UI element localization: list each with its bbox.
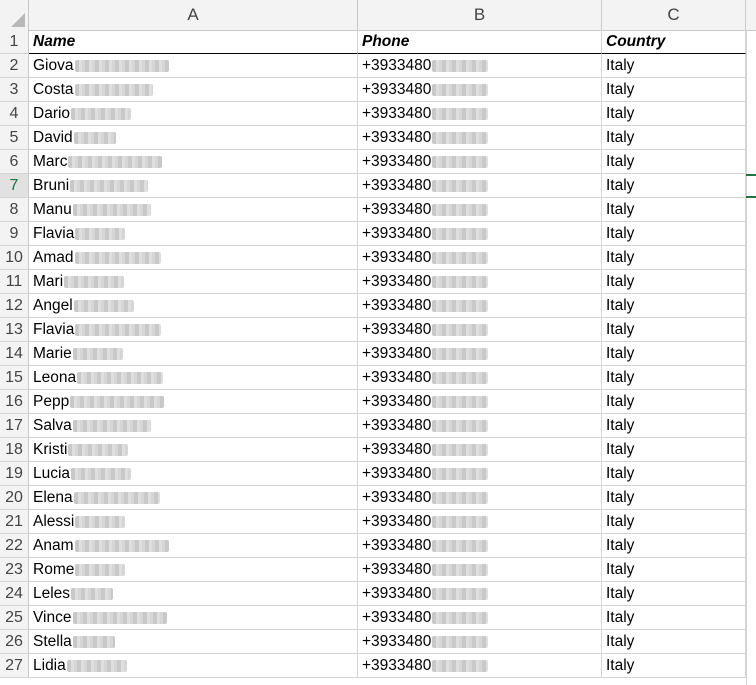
redacted-text — [432, 60, 488, 72]
column-header-a[interactable]: A — [29, 0, 358, 30]
name-cell[interactable] — [29, 150, 358, 174]
row-header[interactable]: 2 — [0, 54, 29, 78]
name-cell[interactable] — [29, 54, 358, 78]
phone-cell[interactable] — [358, 414, 602, 438]
column-header-bar — [0, 0, 756, 31]
redacted-text — [73, 420, 151, 432]
name-cell[interactable] — [29, 174, 358, 198]
redacted-text — [432, 300, 488, 312]
redacted-text — [432, 420, 488, 432]
country-cell[interactable]: Italy — [602, 438, 746, 462]
name-cell[interactable] — [29, 558, 358, 582]
redacted-text — [70, 180, 148, 192]
country-cell[interactable]: Italy — [602, 486, 746, 510]
phone-cell[interactable] — [358, 174, 602, 198]
table-row — [0, 126, 756, 150]
grid-rows — [0, 30, 756, 678]
phone-text: +3933480 — [362, 513, 432, 530]
redacted-text — [432, 660, 488, 672]
redacted-text — [432, 204, 488, 216]
row-header[interactable]: 25 — [0, 606, 29, 630]
row-header[interactable]: 8 — [0, 198, 29, 222]
redacted-text — [432, 492, 488, 504]
phone-text: +3933480 — [362, 633, 432, 650]
phone-cell[interactable] — [358, 198, 602, 222]
row-header[interactable]: 17 — [0, 414, 29, 438]
phone-text: +3933480 — [362, 657, 432, 674]
phone-cell[interactable] — [358, 438, 602, 462]
table-row — [0, 222, 756, 246]
phone-text: +3933480 — [362, 561, 432, 578]
country-cell[interactable]: Italy — [602, 534, 746, 558]
country-cell[interactable]: Italy — [602, 318, 746, 342]
redacted-text — [71, 468, 131, 480]
country-cell[interactable]: Italy — [602, 342, 746, 366]
table-row — [0, 558, 756, 582]
column-d-edge — [746, 30, 756, 685]
redacted-text — [68, 444, 128, 456]
redacted-text — [77, 372, 163, 384]
phone-cell[interactable] — [358, 534, 602, 558]
name-cell[interactable] — [29, 654, 358, 678]
phone-cell[interactable] — [358, 486, 602, 510]
redacted-text — [73, 636, 115, 648]
row-header[interactable]: 20 — [0, 486, 29, 510]
table-row — [0, 654, 756, 678]
redacted-text — [75, 516, 125, 528]
country-cell[interactable]: Italy — [602, 510, 746, 534]
phone-text: +3933480 — [362, 441, 432, 458]
row-header[interactable]: 14 — [0, 342, 29, 366]
row-header[interactable]: 23 — [0, 558, 29, 582]
table-row — [0, 630, 756, 654]
redacted-text — [68, 156, 162, 168]
row-header[interactable]: 24 — [0, 582, 29, 606]
name-cell[interactable] — [29, 294, 358, 318]
redacted-text — [64, 276, 124, 288]
row-header[interactable]: 6 — [0, 150, 29, 174]
country-cell[interactable]: Italy — [602, 126, 746, 150]
country-cell[interactable]: Italy — [602, 606, 746, 630]
table-header-row — [0, 30, 756, 54]
phone-cell[interactable] — [358, 654, 602, 678]
name-cell[interactable] — [29, 510, 358, 534]
redacted-text — [432, 636, 488, 648]
redacted-text — [432, 444, 488, 456]
table-row — [0, 414, 756, 438]
name-text: Alessi — [33, 513, 75, 530]
redacted-text — [432, 276, 488, 288]
name-text: Angel — [33, 297, 73, 314]
redacted-text — [75, 84, 153, 96]
select-all-button[interactable] — [0, 0, 29, 30]
name-text: Pepp — [33, 393, 70, 410]
redacted-text — [432, 132, 488, 144]
name-cell[interactable] — [29, 462, 358, 486]
phone-text: +3933480 — [362, 57, 432, 74]
phone-cell[interactable] — [358, 630, 602, 654]
name-text: Salva — [33, 417, 72, 434]
name-cell[interactable] — [29, 102, 358, 126]
row-header[interactable]: 7 — [0, 174, 29, 198]
phone-text: +3933480 — [362, 273, 432, 290]
row-header[interactable]: 26 — [0, 630, 29, 654]
row-header[interactable]: 5 — [0, 126, 29, 150]
phone-text: +3933480 — [362, 393, 432, 410]
row-header[interactable]: 1 — [0, 30, 29, 54]
name-text: Elena — [33, 489, 73, 506]
redacted-text — [71, 108, 131, 120]
redacted-text — [67, 660, 127, 672]
row-header[interactable]: 16 — [0, 390, 29, 414]
phone-text: +3933480 — [362, 321, 432, 338]
table-row — [0, 174, 756, 198]
row-header[interactable]: 4 — [0, 102, 29, 126]
name-text: Marie — [33, 345, 72, 362]
name-text: Giova — [33, 57, 74, 74]
phone-cell[interactable] — [358, 390, 602, 414]
country-cell[interactable]: Italy — [602, 630, 746, 654]
redacted-text — [75, 540, 169, 552]
row-header[interactable]: 3 — [0, 78, 29, 102]
country-cell[interactable]: Italy — [602, 102, 746, 126]
name-text: David — [33, 129, 73, 146]
phone-cell[interactable] — [358, 366, 602, 390]
redacted-text — [432, 348, 488, 360]
name-cell[interactable] — [29, 78, 358, 102]
name-text: Manu — [33, 201, 72, 218]
name-text: Costa — [33, 81, 74, 98]
name-cell[interactable] — [29, 486, 358, 510]
row-header[interactable]: 10 — [0, 246, 29, 270]
country-cell[interactable]: Italy — [602, 150, 746, 174]
redacted-text — [432, 180, 488, 192]
row-header[interactable]: 9 — [0, 222, 29, 246]
phone-text: +3933480 — [362, 249, 432, 266]
country-cell[interactable]: Italy — [602, 54, 746, 78]
name-text: Bruni — [33, 177, 70, 194]
redacted-text — [432, 540, 488, 552]
phone-cell[interactable] — [358, 222, 602, 246]
redacted-text — [432, 84, 488, 96]
name-cell[interactable] — [29, 126, 358, 150]
table-row — [0, 606, 756, 630]
phone-cell[interactable] — [358, 270, 602, 294]
row-header[interactable]: 22 — [0, 534, 29, 558]
name-text: Flavia — [33, 321, 75, 338]
table-row — [0, 54, 756, 78]
name-text: Leles — [33, 585, 71, 602]
column-header-c[interactable]: C — [602, 0, 746, 30]
name-text: Lucia — [33, 465, 71, 482]
redacted-text — [432, 108, 488, 120]
phone-cell[interactable] — [358, 246, 602, 270]
phone-text: +3933480 — [362, 369, 432, 386]
table-row — [0, 582, 756, 606]
phone-cell[interactable] — [358, 54, 602, 78]
country-cell[interactable]: Italy — [602, 78, 746, 102]
redacted-text — [74, 132, 116, 144]
name-text: Marc — [33, 153, 68, 170]
table-row — [0, 486, 756, 510]
name-cell[interactable] — [29, 270, 358, 294]
name-cell[interactable] — [29, 534, 358, 558]
redacted-text — [432, 252, 488, 264]
redacted-text — [74, 492, 160, 504]
phone-cell[interactable] — [358, 462, 602, 486]
redacted-text — [432, 156, 488, 168]
row-header[interactable]: 12 — [0, 294, 29, 318]
table-row — [0, 342, 756, 366]
redacted-text — [75, 564, 125, 576]
name-text: Flavia — [33, 225, 75, 242]
row-header[interactable]: 18 — [0, 438, 29, 462]
table-row — [0, 102, 756, 126]
phone-cell[interactable] — [358, 582, 602, 606]
name-cell[interactable] — [29, 366, 358, 390]
name-text: Amad — [33, 249, 74, 266]
redacted-text — [70, 396, 164, 408]
name-cell[interactable] — [29, 318, 358, 342]
country-cell[interactable]: Italy — [602, 294, 746, 318]
country-cell[interactable]: Italy — [602, 174, 746, 198]
redacted-text — [75, 60, 169, 72]
header-cell-country[interactable]: Country — [602, 30, 746, 54]
redacted-text — [432, 372, 488, 384]
country-cell[interactable]: Italy — [602, 582, 746, 606]
table-row — [0, 534, 756, 558]
column-header-b[interactable]: B — [358, 0, 602, 30]
redacted-text — [73, 612, 167, 624]
row-header[interactable]: 19 — [0, 462, 29, 486]
table-row — [0, 270, 756, 294]
phone-cell[interactable] — [358, 150, 602, 174]
table-row — [0, 318, 756, 342]
redacted-text — [74, 300, 134, 312]
header-cell-phone[interactable]: Phone — [358, 30, 602, 54]
phone-text: +3933480 — [362, 129, 432, 146]
table-row — [0, 510, 756, 534]
phone-text: +3933480 — [362, 225, 432, 242]
name-text: Anam — [33, 537, 74, 554]
country-cell[interactable]: Italy — [602, 558, 746, 582]
row-header[interactable]: 27 — [0, 654, 29, 678]
name-text: Leona — [33, 369, 77, 386]
phone-text: +3933480 — [362, 297, 432, 314]
name-text: Stella — [33, 633, 72, 650]
table-row — [0, 366, 756, 390]
name-cell[interactable] — [29, 438, 358, 462]
active-cell-indicator — [746, 174, 756, 198]
phone-text: +3933480 — [362, 345, 432, 362]
phone-text: +3933480 — [362, 81, 432, 98]
redacted-text — [432, 564, 488, 576]
redacted-text — [432, 588, 488, 600]
table-row — [0, 246, 756, 270]
phone-cell[interactable] — [358, 294, 602, 318]
table-row — [0, 390, 756, 414]
table-row — [0, 294, 756, 318]
name-text: Vince — [33, 609, 72, 626]
name-cell[interactable] — [29, 342, 358, 366]
phone-text: +3933480 — [362, 537, 432, 554]
phone-cell[interactable] — [358, 558, 602, 582]
name-text: Mari — [33, 273, 64, 290]
phone-text: +3933480 — [362, 201, 432, 218]
phone-text: +3933480 — [362, 585, 432, 602]
phone-text: +3933480 — [362, 489, 432, 506]
table-row — [0, 150, 756, 174]
redacted-text — [73, 348, 123, 360]
name-cell[interactable] — [29, 390, 358, 414]
phone-text: +3933480 — [362, 177, 432, 194]
country-cell[interactable]: Italy — [602, 462, 746, 486]
country-cell[interactable]: Italy — [602, 654, 746, 678]
country-cell[interactable]: Italy — [602, 270, 746, 294]
select-all-triangle-icon — [11, 13, 25, 27]
table-row — [0, 462, 756, 486]
phone-cell[interactable] — [358, 102, 602, 126]
name-text: Dario — [33, 105, 71, 122]
header-cell-name[interactable]: Name — [29, 30, 358, 54]
phone-text: +3933480 — [362, 417, 432, 434]
country-cell[interactable]: Italy — [602, 222, 746, 246]
phone-cell[interactable] — [358, 510, 602, 534]
name-text: Lidia — [33, 657, 66, 674]
redacted-text — [432, 228, 488, 240]
redacted-text — [432, 612, 488, 624]
name-cell[interactable] — [29, 198, 358, 222]
phone-cell[interactable] — [358, 126, 602, 150]
name-cell[interactable] — [29, 246, 358, 270]
name-cell[interactable] — [29, 222, 358, 246]
redacted-text — [71, 588, 113, 600]
phone-text: +3933480 — [362, 609, 432, 626]
phone-cell[interactable] — [358, 606, 602, 630]
phone-cell[interactable] — [358, 342, 602, 366]
country-cell[interactable]: Italy — [602, 246, 746, 270]
row-header[interactable]: 15 — [0, 366, 29, 390]
redacted-text — [432, 396, 488, 408]
table-row — [0, 198, 756, 222]
table-row — [0, 78, 756, 102]
redacted-text — [73, 204, 151, 216]
phone-cell[interactable] — [358, 318, 602, 342]
redacted-text — [75, 252, 161, 264]
table-row — [0, 438, 756, 462]
redacted-text — [432, 324, 488, 336]
name-cell[interactable] — [29, 414, 358, 438]
phone-text: +3933480 — [362, 153, 432, 170]
country-cell[interactable]: Italy — [602, 366, 746, 390]
redacted-text — [75, 228, 125, 240]
phone-text: +3933480 — [362, 105, 432, 122]
country-cell[interactable]: Italy — [602, 414, 746, 438]
phone-cell[interactable] — [358, 78, 602, 102]
name-text: Rome — [33, 561, 75, 578]
name-cell[interactable] — [29, 606, 358, 630]
row-header[interactable]: 11 — [0, 270, 29, 294]
row-header[interactable]: 13 — [0, 318, 29, 342]
country-cell[interactable]: Italy — [602, 198, 746, 222]
redacted-text — [432, 516, 488, 528]
redacted-text — [75, 324, 161, 336]
phone-text: +3933480 — [362, 465, 432, 482]
country-cell[interactable]: Italy — [602, 390, 746, 414]
name-text: Kristi — [33, 441, 68, 458]
name-cell[interactable] — [29, 582, 358, 606]
row-header[interactable]: 21 — [0, 510, 29, 534]
name-cell[interactable] — [29, 630, 358, 654]
redacted-text — [432, 468, 488, 480]
